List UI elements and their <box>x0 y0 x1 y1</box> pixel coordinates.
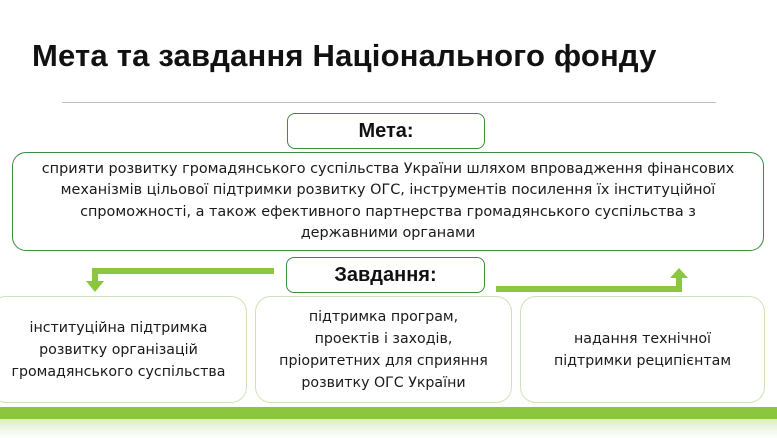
task-card-technical-support <box>520 296 765 403</box>
page-title: Мета та завдання Національного фонду <box>32 38 657 73</box>
footer-accent-bar <box>0 407 777 438</box>
tasks-label: Завдання: <box>334 263 437 286</box>
right-bent-arrow <box>496 268 688 292</box>
task-text: інституційна підтримка розвитку організацій громадянського суспільства <box>11 319 226 380</box>
task-card-institutional-support <box>0 296 247 403</box>
left-bent-arrow <box>86 268 274 292</box>
task-text: підтримка програм, проектів і заходів, пріоритетних для сприяння розвитку ОГС України <box>279 308 488 391</box>
goal-text: сприяти розвитку громадянського суспільства України шляхом впровадження фінансових механізмів цільової підтримки розвитку ОГС, інструментів посилення їх інституційної спроможності, а також ефективного партнерства громадянського суспільства з державними органами <box>41 160 735 241</box>
task-card-program-support <box>255 296 512 403</box>
goal-label: Мета: <box>358 119 414 142</box>
task-text: надання технічної підтримки реципієнтам <box>553 330 732 369</box>
